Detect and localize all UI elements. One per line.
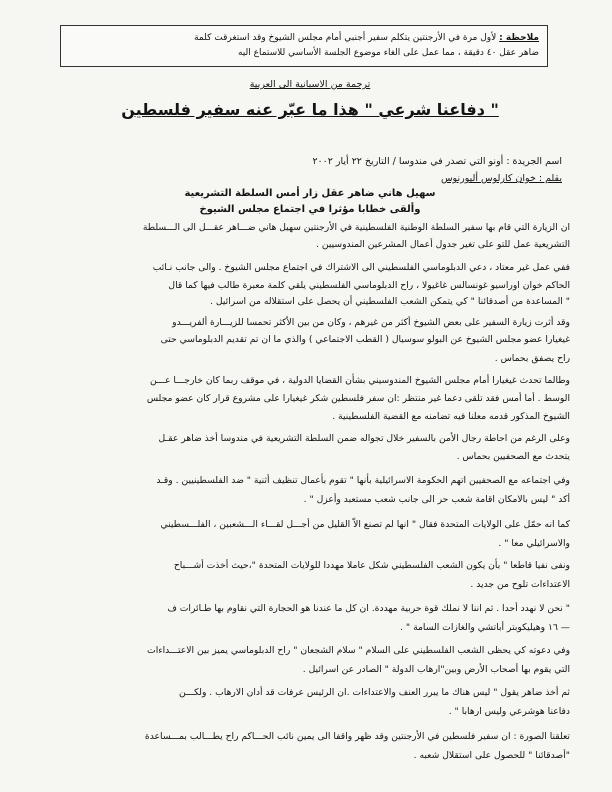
body-line: "أصدقائنا " للحصول على استقلال شعبه . (413, 750, 570, 761)
body-line: " المساعدة من أصدقائنا " كي يتمكن الشعب الفلسطيني أن يحصل على استقلاله من اسرائيل . (210, 296, 570, 307)
body-line: تعلقنا الصورة : ان سفير فلسطين في الأرجنتين وقد ظهر واقفا الى يمين نائب الحـــاكم راح يطـــالب بمـــساعدة (144, 731, 570, 742)
body-line: ونفى نفيا قاطعا " بأن يكون الشعب الفلسطيني شكل عاملا مهددا للولايات المتحدة "،حيث أخذت أشـــباح (173, 560, 570, 571)
body-line: والاسرائيلي معا " . (498, 538, 570, 549)
note-line-2: ضاهر عقل ٤٠ دقيقة ، مما عمل على الغاء موضوع الجلسة الأساسي للاستماع اليه (237, 48, 539, 58)
body-line: وقد أثرت زيارة السفير على بعض الشيوخ أكثر من غيرهم ، وكان من بين الأكثر تحمسا للزيـــارة ألفريـــدو (172, 317, 570, 328)
newspaper-line: اسم الجريدة : أونو التي تصدر في مندوسا / التاريخ ٢٢ أيار ٢٠٠٢ (312, 156, 562, 167)
body-line: الشيوخ المذكور قدمه معلنا فيه تضامنه مع القضية الفلسطينية . (332, 411, 570, 422)
body-line: التشريعية عمل للتو على تغير جدول أعمال المشرعين المندوسيين . (316, 239, 570, 250)
body-line: وفي دعوته كي يحظى الشعب الفلسطيني على السلام " سلام الشجعان " راح الدبلوماسي يميز بين الاعتـــداءات (147, 645, 570, 656)
body-line: وفي اجتماعه مع الصحفيين اتهم الحكومة الاسرائيلية بأنها " تقوم بأعمال تنظيف أثنية " ضد الفلسطينيين . وقـد (156, 475, 570, 486)
body-line: وعلى الرغم من احاطة رجال الأمن بالسفير خلال تجواله ضمن السلطة التشريعية في مندوسا أخذ ضاهر عقـل (158, 433, 570, 444)
translation-note: ترجمة من الاسبانية الى العربية (249, 79, 371, 90)
body-line: وطالما تحدث غيغيارا أمام مجلس الشيوخ المندوسيني بشأن القضايا الدولية ، في موقف ربما كان خارجـــا عـــن (149, 375, 570, 386)
body-line: غيغيارا عضو مجلس الشيوخ عن البولو سوسيال ( القطب الاجتماعي ) والذي ما ان تم تقديم الدبلوماسي حتى (160, 334, 570, 345)
headline: " دفاعنا شرعي " هذا ما عبّر عنه سفير فلسطين (121, 100, 499, 119)
body-line: ان الزيارة التي قام بها سفير السلطة الوطنية الفلسطينية في الأرجنتين سهيل هاني ضـــاهر عقـــل الى الـــسلطة (142, 222, 570, 233)
note-box (60, 25, 548, 67)
body-line: يتحدث مع الصحفيين بحماس . (456, 451, 570, 462)
body-line: التي يقوم بها أصحاب الأرض وبين"ارهاب الدولة " الصادر عن اسرائيل . (302, 664, 570, 675)
note-text-1: لأول مرة في الأرجنتين يتكلم سفير أجنبي أمام مجلس الشيوخ وقد استغرقت كلمة (194, 33, 497, 43)
subhead-2: وألقى خطابا مؤثرا في اجتماع مجلس الشيوخ (199, 204, 421, 215)
body-line: دفاعنا هوشرعي وليس ارهابا " . (448, 706, 570, 717)
body-line: — ١٦ وهيليكوبتر أباتشي والغازات السامة " . (400, 622, 570, 633)
body-line: " نحن لا نهدد أحدا . ثم اننا لا نملك قوة حربية مهددة. ان كل ما عندنا هو الحجارة التي نقاوم بها طـائرات ف (167, 603, 570, 614)
body-line: ففي عمل غير معتاد ، دعي الدبلوماسي الفلسطيني الى الاشتراك في اجتماع مجلس الشيوخ . والى جانب نـائب (152, 262, 570, 273)
body-line: أكد " ليس بالامكان اقامة شعب حر الى جانب شعب مستعبد وأعزل " . (303, 494, 570, 505)
body-line: راح يصفق بحماس . (494, 353, 570, 364)
body-line: كما انه حمّل على الولايات المتحدة فقال " انها لم تصنع الاّ القليل من أجـــل لقـــاء الـــشعبين ، الفلـــسطيني (160, 519, 570, 530)
body-line: ثم أخذ ضاهر يقول " ليس هناك ما يبرر العنف والاعتداءات .ان الرئيس عرفات قد أدان الارهاب . ولكـــن (179, 687, 570, 698)
body-line: الحاكم خوان اوراسيو غونسالس غاغيولا ، راح الدبلوماسي الفلسطيني يلقي كلمة معبرة طالب فيها كما قال (168, 280, 570, 291)
body-line: الاعتداءات تلوح من جديد . (470, 579, 570, 590)
note-line-1 (69, 31, 539, 46)
body-line: الوسط . أما أمس فقد تلقى دعما غير منتظر :ان سفر فلسطين شكر غيغيارا على مشروع قرار كان عضو مجلس (146, 393, 570, 404)
author-line: بقلم : خوان كارلوس أليورنوس (440, 173, 562, 184)
subhead-1: سهيل هاني ضاهر عقل زار أمس السلطة التشريعية (184, 188, 436, 199)
note-label: ملاحظة : (499, 33, 539, 43)
